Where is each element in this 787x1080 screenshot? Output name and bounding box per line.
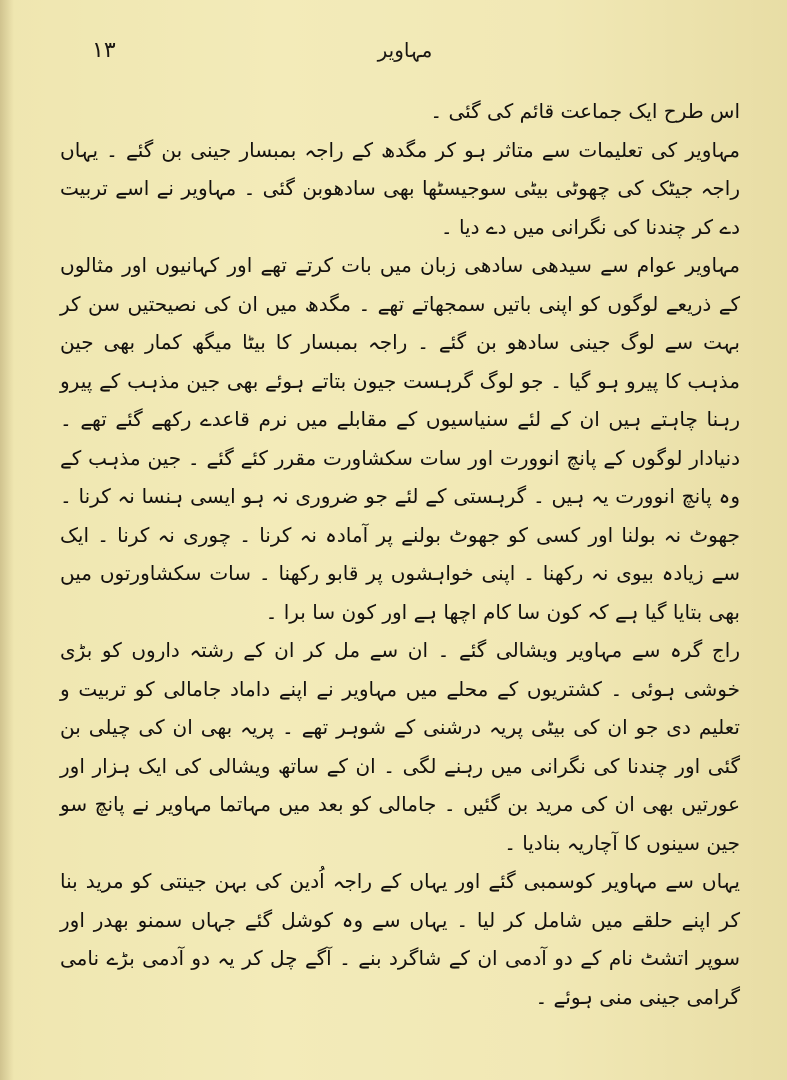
paragraph: اس طرح ایک جماعت قائم کی گئی ۔ bbox=[430, 99, 740, 123]
paragraph: راج گرہ سے مہاویر ویشالی گئے ۔ ان سے مل کر ان کے رشتہ داروں کو بڑی خوشی ہوئی ۔ کشتریوں کے محلے میں مہاویر نے اپنے داماد جامالی کو تربیت و تعلیم دی جو ان کی بیٹی پریہ درشنی کے شوہر تھے ۔ پریہ بھی ان کی چیلی بن گئی اور چندنا کی نگرانی میں رہنے لگی ۔ ان کے ساتھ ویشالی کی ایک ہزار اور عورتیں بھی ان کی مرید بن گئیں ۔ جامالی کو بعد میں مہاتما مہاویر نے پانچ سو جین سینوں کا آچاریہ بنادیا ۔ bbox=[60, 638, 740, 855]
binding-shadow bbox=[0, 0, 14, 1080]
running-header-title: مہاویر bbox=[377, 38, 433, 62]
paragraph: یہاں سے مہاویر کوسمبی گئے اور یہاں کے راجہ اُدین کی بہن جینتی کو مرید بنا کر اپنے حلقے میں شامل کر لیا ۔ یہاں سے وہ کوشل گئے جہاں سمنو بھدر اور سوپر اتشٹ نام کے دو آدمی ان کے شاگرد بنے ۔ آگے چل کر یہ دو آدمی بڑے نامی گرامی جینی منی ہوئے ۔ bbox=[60, 869, 740, 1009]
paragraph: مہاویر کی تعلیمات سے متاثر ہو کر مگدھ کے راجہ بمبسار جینی بن گئے ۔ یہاں راجہ جیٹک کی چھوٹی بیٹی سوجیسٹھا بھی سادھوبن گئی ۔ مہاویر نے اسے تربیت دے کر چندنا کی نگرانی میں دے دیا ۔ bbox=[60, 137, 740, 239]
body-text bbox=[60, 92, 740, 1016]
page-number: ١٣ bbox=[92, 38, 116, 63]
paragraph: مہاویر عوام سے سیدھی سادھی زبان میں بات کرتے تھے اور کہانیوں اور مثالوں کے ذریعے لوگوں کو اپنی باتیں سمجھاتے تھے ۔ مگدھ میں ان کی نصیحتیں سن کر بہت سے لوگ جینی سادھو بن گئے ۔ راجہ بمبسار کا بیٹا میگھ کمار بھی جین مذہب کا پیرو ہو گیا ۔ جو لوگ گرہست جیون بتاتے ہوئے بھی جین مذہب کے پیرو رہنا چاہتے ہیں ان کے لئے سنیاسیوں کے مقابلے میں نرم قاعدے رکھے گئے تھے ۔ دنیادار لوگوں کے پانچ انوورت اور سات سکشاورت مقرر کئے گئے ۔ جین مذہب کے وہ پانچ انوورت یہ ہیں ۔ گرہستی کے لئے جو ضروری نہ ہو ایسی ہنسا نہ کرنا ۔ جھوٹ نہ بولنا اور کسی کو جھوٹ بولنے پر آمادہ نہ کرنا ۔ چوری نہ کرنا ۔ ایک سے زیادہ بیوی نہ رکھنا ۔ اپنی خواہشوں پر قابو رکھنا ۔ سات سکشاورتوں میں بھی بتایا گیا ہے کہ کون سا کام اچھا ہے اور کون سا برا ۔ bbox=[60, 253, 740, 624]
